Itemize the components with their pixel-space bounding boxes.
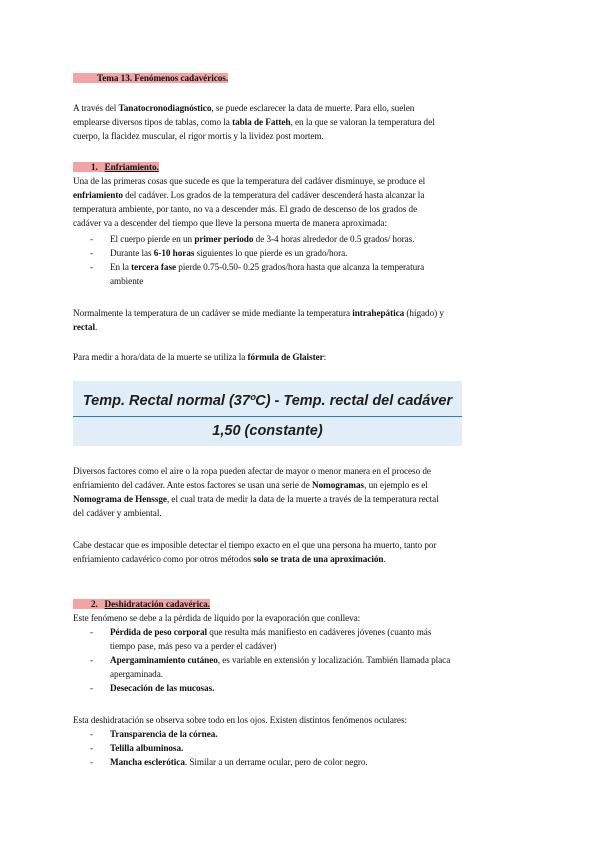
section-1-bullet-list — [90, 232, 510, 288]
list-item: - Apergaminamiento cutáneo, es variable en extensión y localización. También llamada placa apergaminada. — [90, 655, 451, 679]
list-item: - Durante las 6-10 horas siguientes lo que pierde es un grado/hora. — [90, 248, 348, 258]
list-item: - Mancha esclerótica. Similar a un derrame ocular, pero de color negro. — [90, 757, 368, 767]
intro-paragraph: A través del Tanatocronodiagnóstico, se puede esclarecer la data de muerte. Para ello, suelen emplearse diversos tipos de tablas, como la tabla de Fatteh, en la que se valoran la temperatura del cuerpo, la flacidez muscular, el rigor mortis y la lividez post mortem. — [73, 103, 435, 141]
list-item: - Telilla albuminosa. — [90, 743, 184, 753]
section-2-bullet-list — [90, 625, 510, 695]
ocular-paragraph: Esta deshidratación se observa sobre todo en los ojos. Existen distintos fenómenos oculares: — [73, 715, 407, 725]
list-item: - Desecación de las mucosas. — [90, 683, 215, 693]
ocular-bullet-list — [90, 727, 510, 769]
section-1-paragraph: Una de las primeras cosas que sucede es que la temperatura del cadáver disminuye, se produce el enfriamiento del cadáver. Los grados de la temperatura del cadáver descenderá hasta alcanzar la temperatura ambiente, por tanto, no va a descender más. El grado de descenso de los grados de cadáver va a descender del tiempo que lleve la persona muerta de manera aproximada: — [73, 176, 426, 228]
list-item: - En la tercera fase pierde 0.75-0.50- 0.25 grados/hora hasta que alcanza la temperatura ambiente — [90, 262, 425, 286]
approximation-paragraph: Cabe destacar que es imposible detectar el tiempo exacto en el que una persona ha muerto, tanto por enfriamiento cadavérico como por otros métodos solo se trata de una aproximación. — [73, 540, 437, 564]
section-1-heading: 1. Enfriamiento. — [73, 160, 159, 174]
factors-paragraph: Diversos factores como el aire o la ropa pueden afectar de mayor o menor manera en el proceso de enfriamiento del cadáver. Ante estos factores se usan una serie de Nomogramas, un ejemplo es el Nomograma de Henssge, el cual trata de medir la data de la muerte a través de la temperatura rectal del cadáver y ambiental. — [73, 466, 439, 518]
formula-fraction-bar — [73, 416, 462, 417]
measurement-paragraph: Normalmente la temperatura de un cadáver se mide mediante la temperatura intrahepática (hígado) y rectal. — [73, 308, 444, 332]
formula-denominator: 1,50 (constante) — [212, 423, 323, 439]
glaister-paragraph: Para medir a hora/data de la muerte se utiliza la fórmula de Glaister: — [73, 352, 327, 362]
page-title — [73, 71, 228, 85]
section-2-paragraph: Este fenómeno se debe a la pérdida de líquido por la evaporación que conlleva: — [73, 613, 361, 623]
list-item: - Transparencia de la córnea. — [90, 729, 218, 739]
formula-numerator: Temp. Rectal normal (37ºC) - Temp. rectal del cadáver — [82, 393, 453, 409]
list-item: - Pérdida de peso corporal que resulta más manifiesto en cadáveres jóvenes (cuanto más tiempo pase, más peso va a perder el cadáver) — [90, 627, 432, 651]
section-2-heading: 2. Deshidratación cadavérica. — [73, 597, 210, 611]
title-number: Tema 13. — [97, 73, 132, 83]
glaister-formula — [73, 381, 462, 446]
list-item: - El cuerpo pierde en un primer periodo de 3-4 horas alrededor de 0.5 grados/ horas. — [90, 234, 415, 244]
title-text: Fenómenos cadavéricos. — [134, 73, 229, 83]
